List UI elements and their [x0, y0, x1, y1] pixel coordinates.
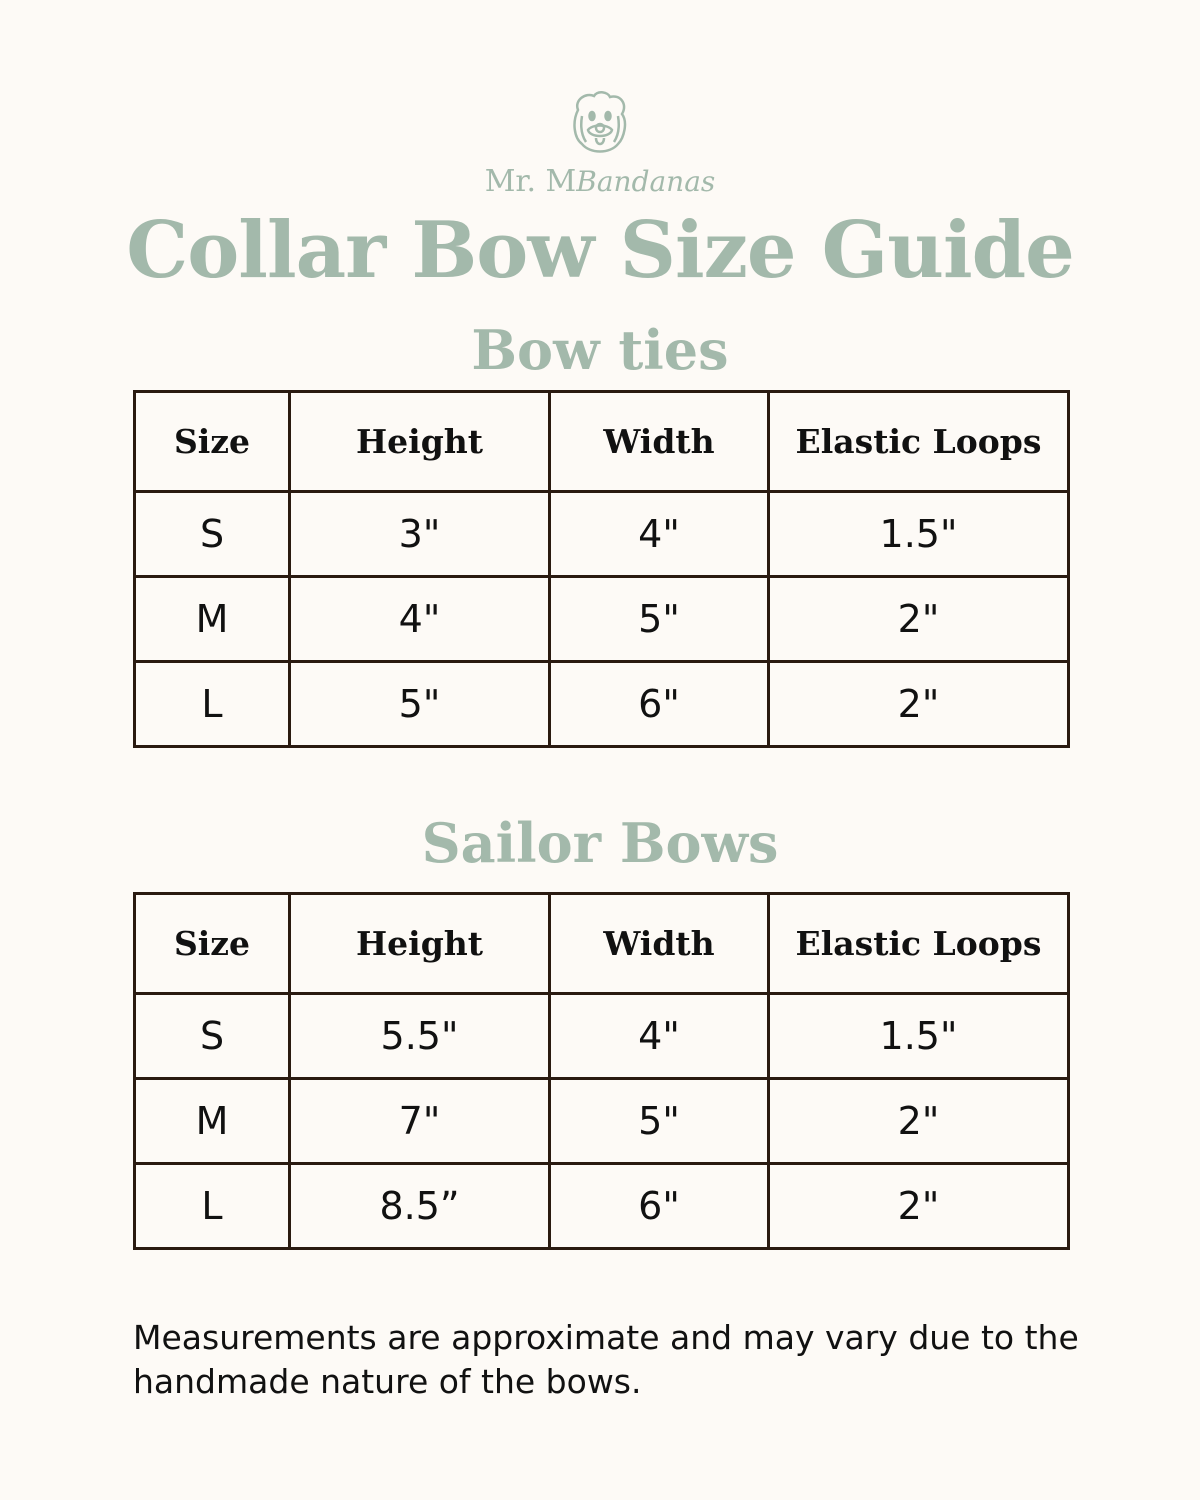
page-title: Collar Bow Size Guide — [126, 205, 1074, 296]
sailor-bows-title: Sailor Bows — [421, 811, 779, 875]
cell: 1.5" — [769, 994, 1069, 1079]
brand-name — [0, 164, 1200, 199]
cell: 4" — [550, 492, 769, 577]
column-header: Height — [290, 894, 550, 994]
cell: L — [135, 662, 290, 747]
table-row — [135, 994, 1069, 1079]
column-header: Size — [135, 894, 290, 994]
table-header-row — [135, 392, 1069, 492]
column-header: Elastic Loops — [769, 894, 1069, 994]
brand-name-part2: Bandanas — [576, 165, 716, 198]
logo — [0, 88, 1200, 165]
cell: 6" — [550, 662, 769, 747]
bow-ties-table — [133, 390, 1070, 748]
cell: M — [135, 577, 290, 662]
column-header: Height — [290, 392, 550, 492]
cell: 5.5" — [290, 994, 550, 1079]
cell: S — [135, 994, 290, 1079]
disclaimer-note: Measurements are approximate and may vary due to the handmade nature of the bows. — [133, 1318, 1079, 1401]
cell: 8.5” — [290, 1164, 550, 1249]
sailor-bows-table — [133, 892, 1070, 1250]
column-header: Elastic Loops — [769, 392, 1069, 492]
table-row — [135, 662, 1069, 747]
column-header: Width — [550, 894, 769, 994]
table-header-row — [135, 894, 1069, 994]
cell: 6" — [550, 1164, 769, 1249]
table-row — [135, 492, 1069, 577]
table-row — [135, 1164, 1069, 1249]
cell: 4" — [290, 577, 550, 662]
cell: M — [135, 1079, 290, 1164]
cell: 2" — [769, 1164, 1069, 1249]
cell: 2" — [769, 662, 1069, 747]
column-header: Width — [550, 392, 769, 492]
column-header: Size — [135, 392, 290, 492]
cell: 5" — [290, 662, 550, 747]
dog-face-icon — [564, 88, 636, 160]
cell: 1.5" — [769, 492, 1069, 577]
cell: S — [135, 492, 290, 577]
cell: 2" — [769, 577, 1069, 662]
cell: 7" — [290, 1079, 550, 1164]
cell: 3" — [290, 492, 550, 577]
brand-name-part1: Mr. M — [484, 164, 577, 199]
cell: 5" — [550, 1079, 769, 1164]
cell: L — [135, 1164, 290, 1249]
cell: 4" — [550, 994, 769, 1079]
cell: 2" — [769, 1079, 1069, 1164]
table-row — [135, 577, 1069, 662]
bow-ties-title: Bow ties — [471, 318, 729, 382]
cell: 5" — [550, 577, 769, 662]
table-row — [135, 1079, 1069, 1164]
